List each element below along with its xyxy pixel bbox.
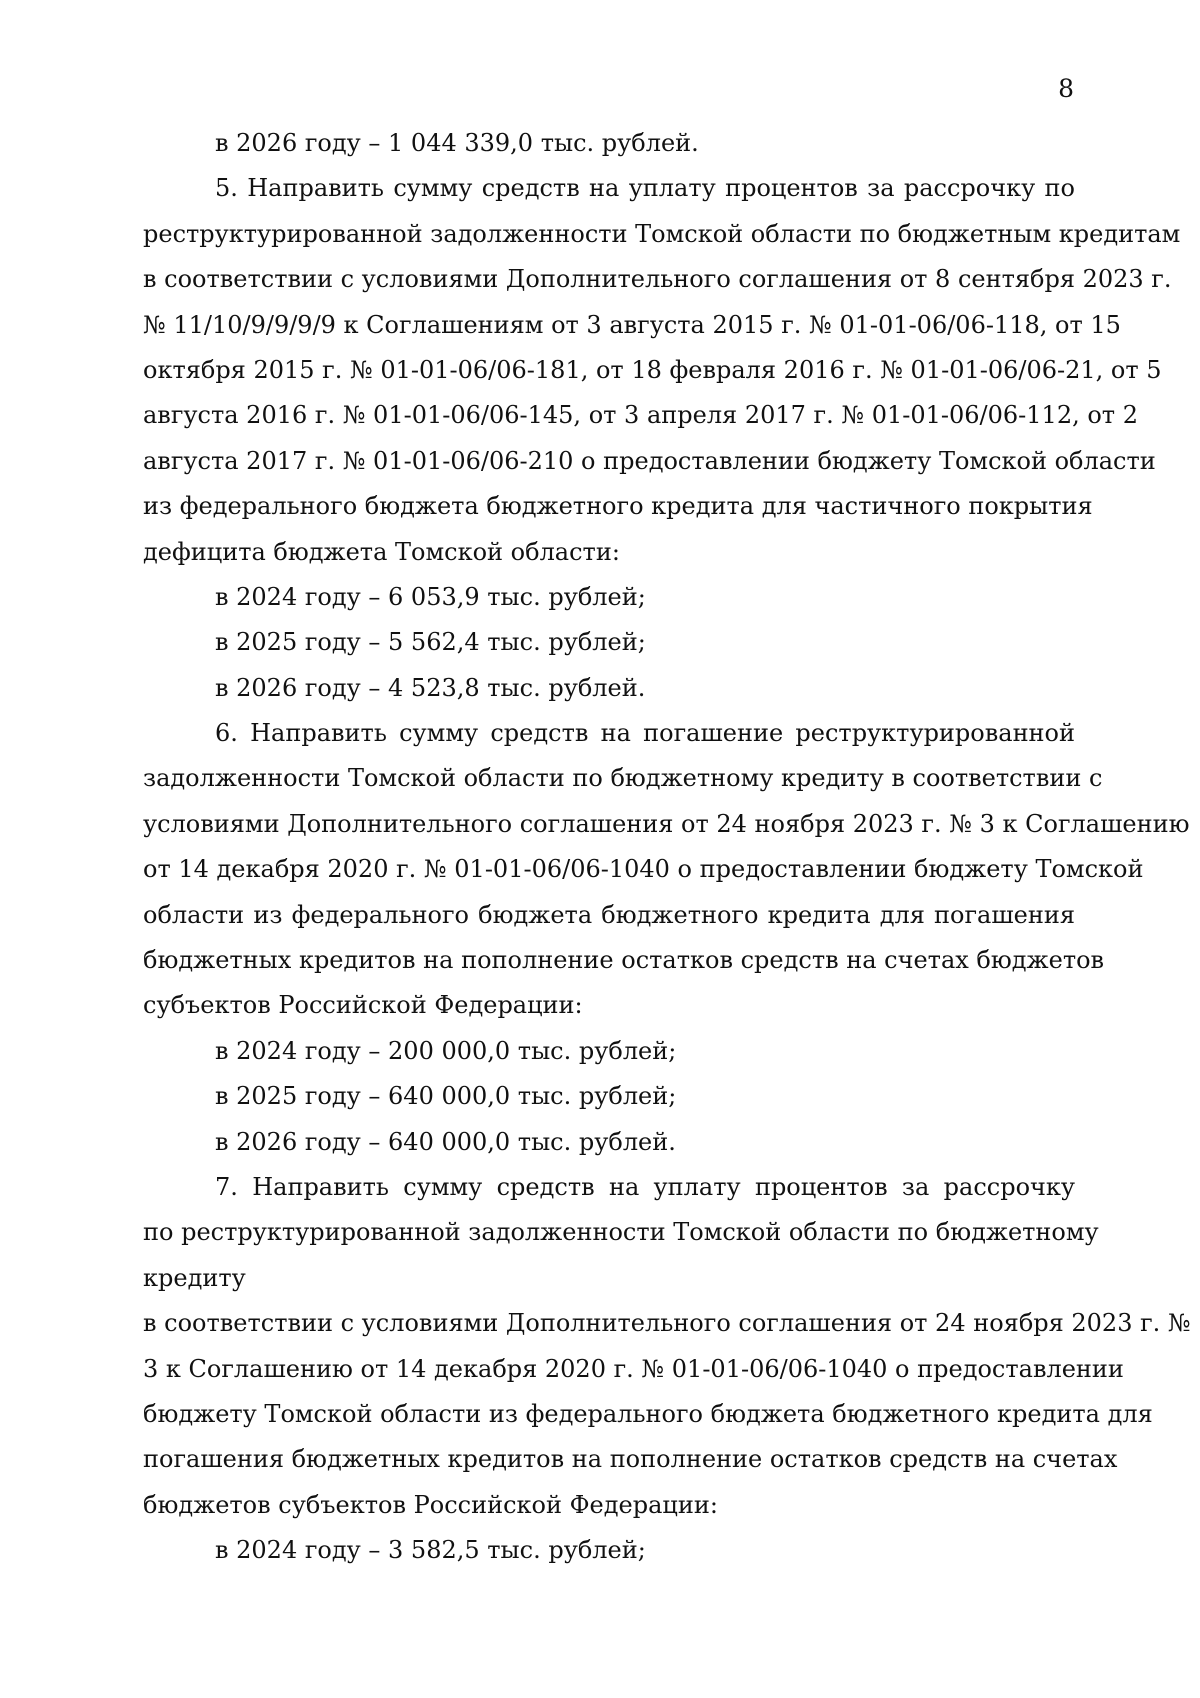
text-line: в 2026 году – 640 000,0 тыс. рублей. — [215, 1127, 676, 1156]
text-line: в 2025 году – 640 000,0 тыс. рублей; — [215, 1082, 677, 1111]
text-line: в 2026 году – 4 523,8 тыс. рублей. — [215, 673, 646, 702]
text-line: задолженности Томской области по бюджетному кредиту в соответствии с — [143, 764, 1103, 793]
page-number: 8 — [1058, 74, 1074, 103]
text-line: 5. Направить сумму средств на уплату процентов за рассрочку по — [215, 174, 1075, 203]
text-line: № 11/10/9/9/9/9 к Соглашениям от 3 августа 2015 г. № 01-01-06/06-118, от 15 — [143, 310, 1121, 339]
text-line: августа 2016 г. № 01-01-06/06-145, от 3 апреля 2017 г. № 01-01-06/06-112, от 2 — [143, 401, 1138, 430]
text-line: в соответствии с условиями Дополнительного соглашения от 8 сентября 2023 г. — [143, 265, 1172, 294]
text-line: октября 2015 г. № 01-01-06/06-181, от 18 февраля 2016 г. № 01-01-06/06-21, от 5 — [143, 355, 1162, 384]
text-line: в 2024 году – 200 000,0 тыс. рублей; — [215, 1036, 677, 1065]
text-line: 7. Направить сумму средств на уплату процентов за рассрочку — [215, 1172, 1075, 1201]
text-line: по реструктурированной задолженности Томской области по бюджетному — [143, 1218, 1099, 1247]
text-line: дефицита бюджета Томской области: — [143, 537, 620, 566]
text-line: в 2025 году – 5 562,4 тыс. рублей; — [215, 628, 646, 657]
text-line: условиями Дополнительного соглашения от 24 ноября 2023 г. № 3 к Соглашению — [143, 809, 1190, 838]
text-line: в 2024 году – 3 582,5 тыс. рублей; — [215, 1536, 646, 1565]
text-line: августа 2017 г. № 01-01-06/06-210 о предоставлении бюджету Томской области — [143, 446, 1156, 475]
text-line: в соответствии с условиями Дополнительного соглашения от 24 ноября 2023 г. № — [143, 1309, 1191, 1338]
text-line: субъектов Российской Федерации: — [143, 991, 583, 1020]
text-line: 3 к Соглашению от 14 декабря 2020 г. № 01-01-06/06-1040 о предоставлении — [143, 1354, 1124, 1383]
text-line: кредиту — [143, 1263, 246, 1292]
text-line: в 2024 году – 6 053,9 тыс. рублей; — [215, 582, 646, 611]
text-line: бюджету Томской области из федерального бюджета бюджетного кредита для — [143, 1399, 1153, 1428]
text-line: 6. Направить сумму средств на погашение реструктурированной — [215, 719, 1075, 748]
text-line: в 2026 году – 1 044 339,0 тыс. рублей. — [215, 129, 699, 157]
document-body — [143, 121, 1191, 1574]
text-line: бюджетных кредитов на пополнение остатков средств на счетах бюджетов — [143, 946, 1105, 975]
text-line: реструктурированной задолженности Томской области по бюджетным кредитам — [143, 219, 1181, 248]
text-line: из федерального бюджета бюджетного кредита для частичного покрытия — [143, 492, 1093, 521]
text-line: погашения бюджетных кредитов на пополнение остатков средств на счетах — [143, 1445, 1118, 1474]
text-line: бюджетов субъектов Российской Федерации: — [143, 1490, 718, 1519]
text-line: области из федерального бюджета бюджетного кредита для погашения — [143, 900, 1075, 929]
text-line: от 14 декабря 2020 г. № 01-01-06/06-1040 о предоставлении бюджету Томской — [143, 855, 1144, 884]
